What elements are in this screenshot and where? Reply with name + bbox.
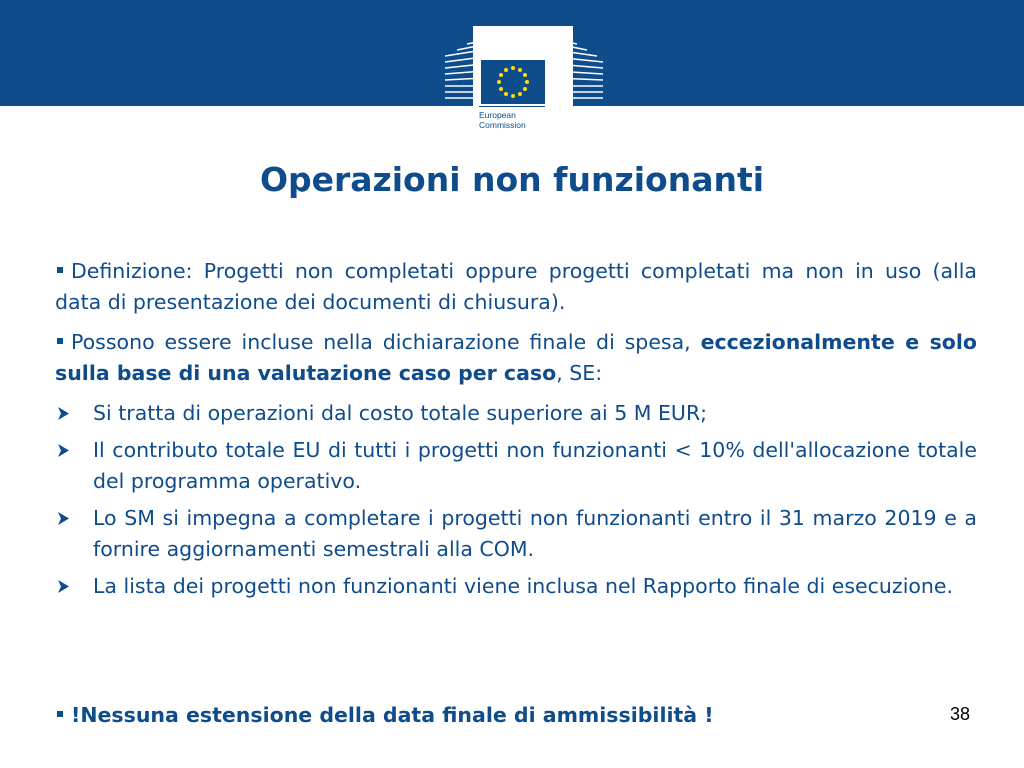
bullet-conditions-bold: eccezionalmente e solo sulla base di una valutazione caso per caso [55,330,977,385]
logo-wordmark [479,110,549,130]
condition-item [55,435,977,497]
arrowhead-bullet-icon [55,571,75,602]
arrowhead-bullet-icon [55,503,75,534]
condition-item-text: Il contributo totale EU di tutti i progetti non funzionanti < 10% dell'allocazione totale del programma operativo. [93,438,977,493]
square-bullet-icon [57,267,63,273]
arrowhead-bullet-icon [55,398,75,429]
european-commission-logo [437,26,613,146]
square-bullet-icon [57,711,63,717]
final-note [55,700,875,731]
condition-item [55,503,977,565]
bullet-conditions [55,327,977,389]
page-number: 38 [949,704,970,724]
condition-item-text: La lista dei progetti non funzionanti viene inclusa nel Rapporto finale di esecuzione. [93,574,954,598]
condition-item-text: Lo SM si impegna a completare i progetti non funzionanti entro il 31 marzo 2019 e a fornire aggiornamenti semestrali alla COM. [93,506,977,561]
bullet-conditions-suffix: , SE: [556,361,603,385]
logo-divider [479,106,545,107]
logo-text-line1: European [479,110,516,120]
logo-text-line2: Commission [479,120,526,130]
slide-title: Operazioni non funzionanti [259,160,765,199]
slide-body [55,256,977,608]
final-note-text: !Nessuna estensione della data finale di ammissibilità ! [71,703,714,727]
condition-item [55,398,977,429]
square-bullet-icon [57,338,63,344]
arrowhead-bullet-icon [55,435,75,466]
condition-item-text: Si tratta di operazioni dal costo totale superiore ai 5 M EUR; [93,401,708,425]
condition-item [55,571,977,602]
bullet-definition-text: Definizione: Progetti non completati oppure progetti completati ma non in uso (alla data di presentazione dei documenti di chiusura). [55,259,977,314]
bullet-conditions-text: Possono essere incluse nella dichiarazione finale di spesa, [71,330,701,354]
bullet-definition [55,256,977,318]
